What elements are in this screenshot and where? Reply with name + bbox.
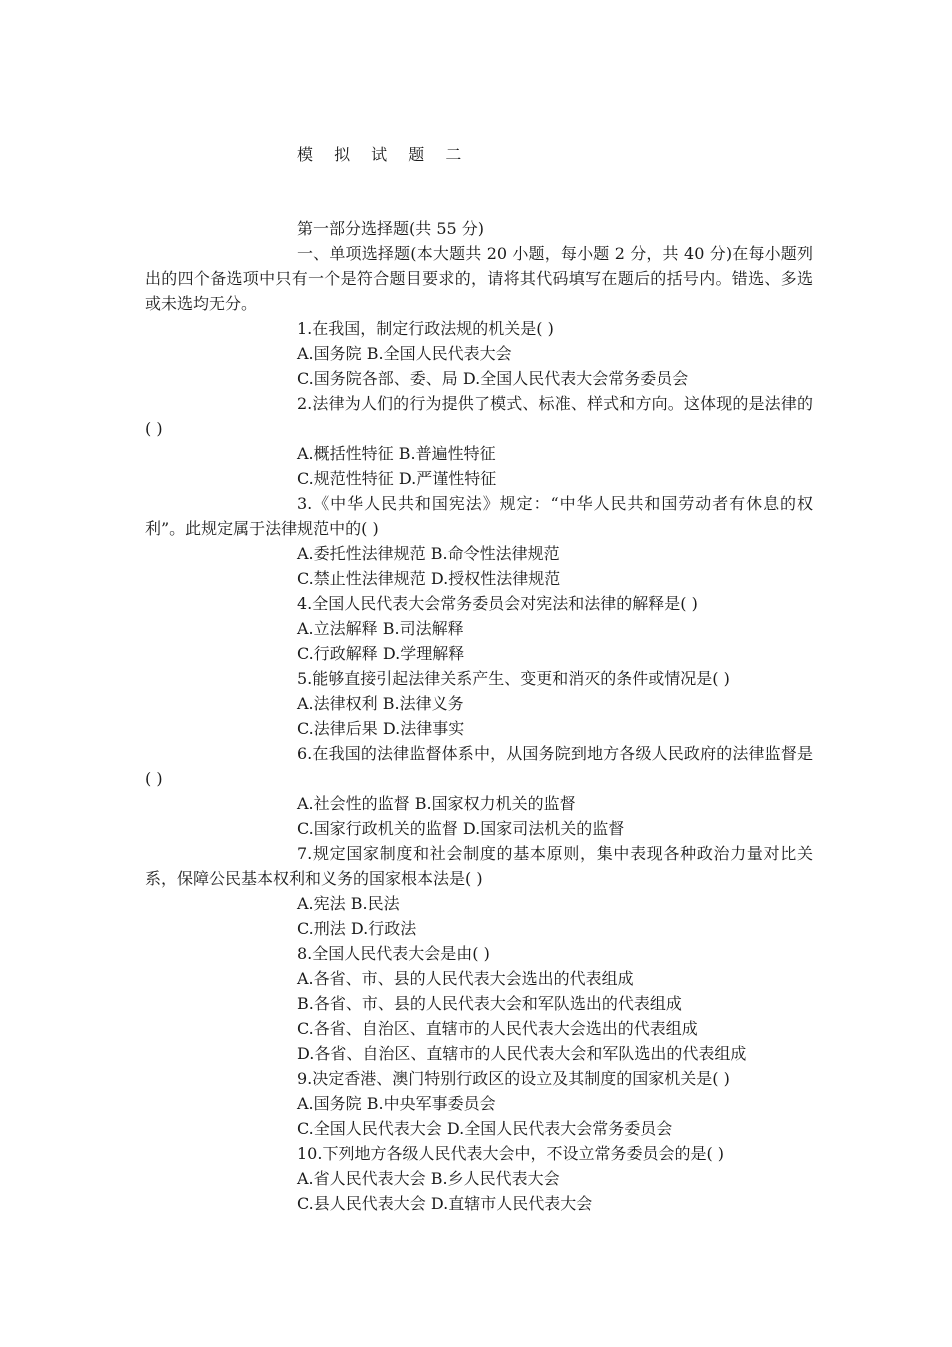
question-stem: 2.法律为人们的行为提供了模式、标准、样式和方向。这体现的是法律的( ) [145, 394, 813, 438]
question-options: A.概括性特征 B.普遍性特征 [297, 444, 496, 463]
question-stem: 1.在我国，制定行政法规的机关是( ) [297, 319, 554, 338]
question-options: A.宪法 B.民法 [297, 894, 400, 913]
question-stem: 3.《中华人民共和国宪法》规定：“中华人民共和国劳动者有休息的权利”。此规定属于法律规范中的( ) [145, 494, 813, 538]
question-option: A.各省、市、县的人民代表大会选出的代表组成 [297, 969, 634, 988]
question-stem: 9.决定香港、澳门特别行政区的设立及其制度的国家机关是( ) [297, 1069, 730, 1088]
question-stem: 10.下列地方各级人民代表大会中，不设立常务委员会的是( ) [297, 1144, 725, 1163]
question-options: C.法律后果 D.法律事实 [297, 719, 465, 738]
question-options: C.刑法 D.行政法 [297, 919, 417, 938]
question-options: C.国务院各部、委、局 D.全国人民代表大会常务委员会 [297, 369, 689, 388]
question-options: A.社会性的监督 B.国家权力机关的监督 [297, 794, 576, 813]
question-options: C.禁止性法律规范 D.授权性法律规范 [297, 569, 561, 588]
question-options: C.县人民代表大会 D.直辖市人民代表大会 [297, 1194, 593, 1213]
section-heading: 第一部分选择题(共 55 分) [297, 219, 485, 238]
document-body [145, 216, 813, 1216]
question-stem: 8.全国人民代表大会是由( ) [297, 944, 490, 963]
document-title: 模 拟 试 题 二 [297, 145, 470, 164]
question-stem: 4.全国人民代表大会常务委员会对宪法和法律的解释是( ) [297, 594, 698, 613]
question-options: A.国务院 B.中央军事委员会 [297, 1094, 496, 1113]
instructions: 一、单项选择题(本大题共 20 小题，每小题 2 分，共 40 分)在每小题列出的四个备选项中只有一个是符合题目要求的，请将其代码填写在题后的括号内。错选、多选或未选均无分。 [145, 244, 813, 313]
question-options: A.委托性法律规范 B.命令性法律规范 [297, 544, 560, 563]
question-option: B.各省、市、县的人民代表大会和军队选出的代表组成 [297, 994, 682, 1013]
question-option: D.各省、自治区、直辖市的人民代表大会和军队选出的代表组成 [297, 1044, 747, 1063]
question-options: A.国务院 B.全国人民代表大会 [297, 344, 512, 363]
question-options: A.省人民代表大会 B.乡人民代表大会 [297, 1169, 560, 1188]
question-options: A.法律权利 B.法律义务 [297, 694, 464, 713]
question-stem: 7.规定国家制度和社会制度的基本原则，集中表现各种政治力量对比关系，保障公民基本权利和义务的国家根本法是( ) [145, 844, 813, 888]
question-stem: 5.能够直接引起法律关系产生、变更和消灭的条件或情况是( ) [297, 669, 730, 688]
question-options: C.国家行政机关的监督 D.国家司法机关的监督 [297, 819, 625, 838]
question-options: C.全国人民代表大会 D.全国人民代表大会常务委员会 [297, 1119, 673, 1138]
question-options: C.规范性特征 D.严谨性特征 [297, 469, 497, 488]
question-option: C.各省、自治区、直辖市的人民代表大会选出的代表组成 [297, 1019, 698, 1038]
question-stem: 6.在我国的法律监督体系中，从国务院到地方各级人民政府的法律监督是( ) [145, 744, 813, 788]
question-options: C.行政解释 D.学理解释 [297, 644, 465, 663]
question-options: A.立法解释 B.司法解释 [297, 619, 464, 638]
